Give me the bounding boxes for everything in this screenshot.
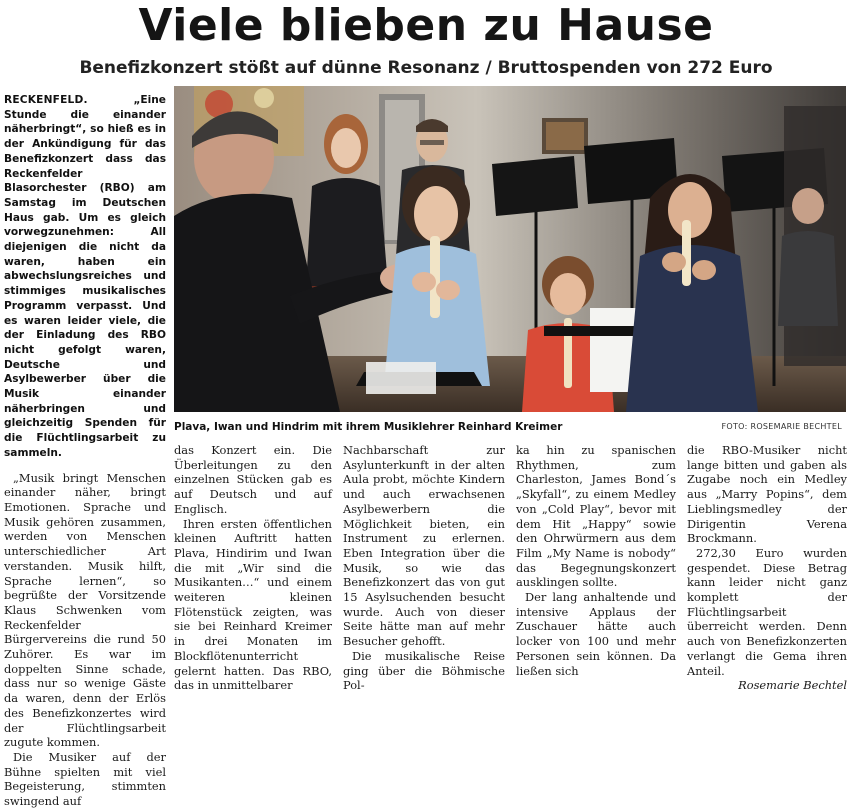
paragraph-separator [4,461,166,471]
body-paragraph: Die Musiker auf der Bühne spielten mit viel Begeisterung, stimmten swingend auf [4,749,166,809]
body-paragraph: Nachbarschaft zur Asylunterkunft in der alten Aula probt, möchte Kindern und auch erwachsenen Asylbewerbern die Möglichkeit bieten, ein Instrument zu erlernen. Eben Integration über die Musik, so wie das Benefizkonzert das von gut 15 Asylsuchenden besucht wurde. Auch von dieser Seite hätte man auf mehr Besucher gehofft. [343,443,505,649]
article-lead-text: „Eine Stunde die einander näherbringt“, so hieß es in der Ankündigung für das Benefizkonzert dass das Reckenfelder Blasorchester (RBO) am Samstag im Deutschen Haus gab. Um es gleich vorwegzunehmen: All diejenigen die nicht da waren, haben ein abwechslungsreiches und stimmiges musikalisches Programm verpasst. Und es waren leider viele, die der Einladung des RBO nicht gefolgt waren, Deutsche und Asylbewerber über die Musik einander näherbringen und gleichzeitig Spenden für die Flüchtlingsarbeit zu sammeln. [4,94,166,459]
article-column-1 [4,93,166,809]
article-column-3 [343,443,505,693]
body-paragraph: das Konzert ein. Die Überleitungen zu den einzelnen Stücken gab es auf Deutsch und auf Englisch. [174,443,332,516]
body-paragraph: Der lang anhaltende und intensive Applaus der Zuschauer hätte auch locker von 100 und mehr Personen sein können. Da ließen sich [516,590,676,678]
body-paragraph: ka hin zu spanischen Rhythmen, zum Charleston, James Bond´s „Skyfall“, zu einem Medley von „Cold Play“, bevor mit dem Hit „Happy“ sowie den Ohrwürmern aus dem Film „My Name is nobody“ das Begegnungskonzert ausklingen sollte. [516,443,676,590]
body-paragraph: Die musikalische Reise ging über die Böhmische Pol- [343,648,505,693]
photo-caption: Plava, Iwan und Hindrim mit ihrem Musiklehrer Reinhard Kreimer [174,421,563,433]
article-headline: Viele blieben zu Hause [138,0,714,51]
article-column-5 [687,443,847,693]
photo-caption-bar [174,419,846,435]
body-paragraph: Ihren ersten öffentlichen kleinen Auftritt hatten Plava, Hindirim und Iwan die mit „Wir sind die Musikanten…“ und einem weiteren kleinen Flötenstück zeigten, was sie bei Reinhard Kreimer in drei Monaten im Blockflötenunterricht gelernt hatten. Das RBO, das in unmittelbarer [174,516,332,693]
article-author: Rosemarie Bechtel [738,678,847,693]
body-paragraph: 272,30 Euro wurden gespendet. Diese Betrag kann leider nicht ganz komplett der Flüchtlingsarbeit überreicht werden. Denn auch von Benefizkonzerten verlangt die Gema ihren Anteil. [687,545,847,678]
photo-illustration [174,86,846,412]
photo-credit: FOTO: ROSEMARIE BECHTEL [721,422,842,431]
article-photo [174,86,846,412]
article-column-4 [516,443,676,678]
article-lead [4,93,166,461]
body-paragraph: die RBO-Musiker nicht lange bitten und gaben als Zugabe noch ein Medley aus „Marry Popins“, dem Lieblingsmedley der Dirigentin Verena Brockmann. [687,443,847,546]
body-paragraph: „Musik bringt Menschen einander näher, bringt Emotionen. Sprache und Musik gehören zusammen, werden von Menschen unterschiedlicher Art verstanden. Musik hilft, Sprache lernen“, so begrüßte der Vorsitzende Klaus Schwenken vom Reckenfelder Bürgervereins die rund 50 Zuhörer. Es war im doppelten Sinne schade, dass nur so wenige Gäste da waren, denn der Erlös des Benefizkonzertes wird der Flüchtlingsarbeit zugute kommen. [4,470,166,750]
article-column-2 [174,443,332,693]
article-dateline: RECKENFELD. [4,94,88,106]
article-subheadline: Benefizkonzert stößt auf dünne Resonanz / Bruttospenden von 272 Euro [79,58,773,78]
